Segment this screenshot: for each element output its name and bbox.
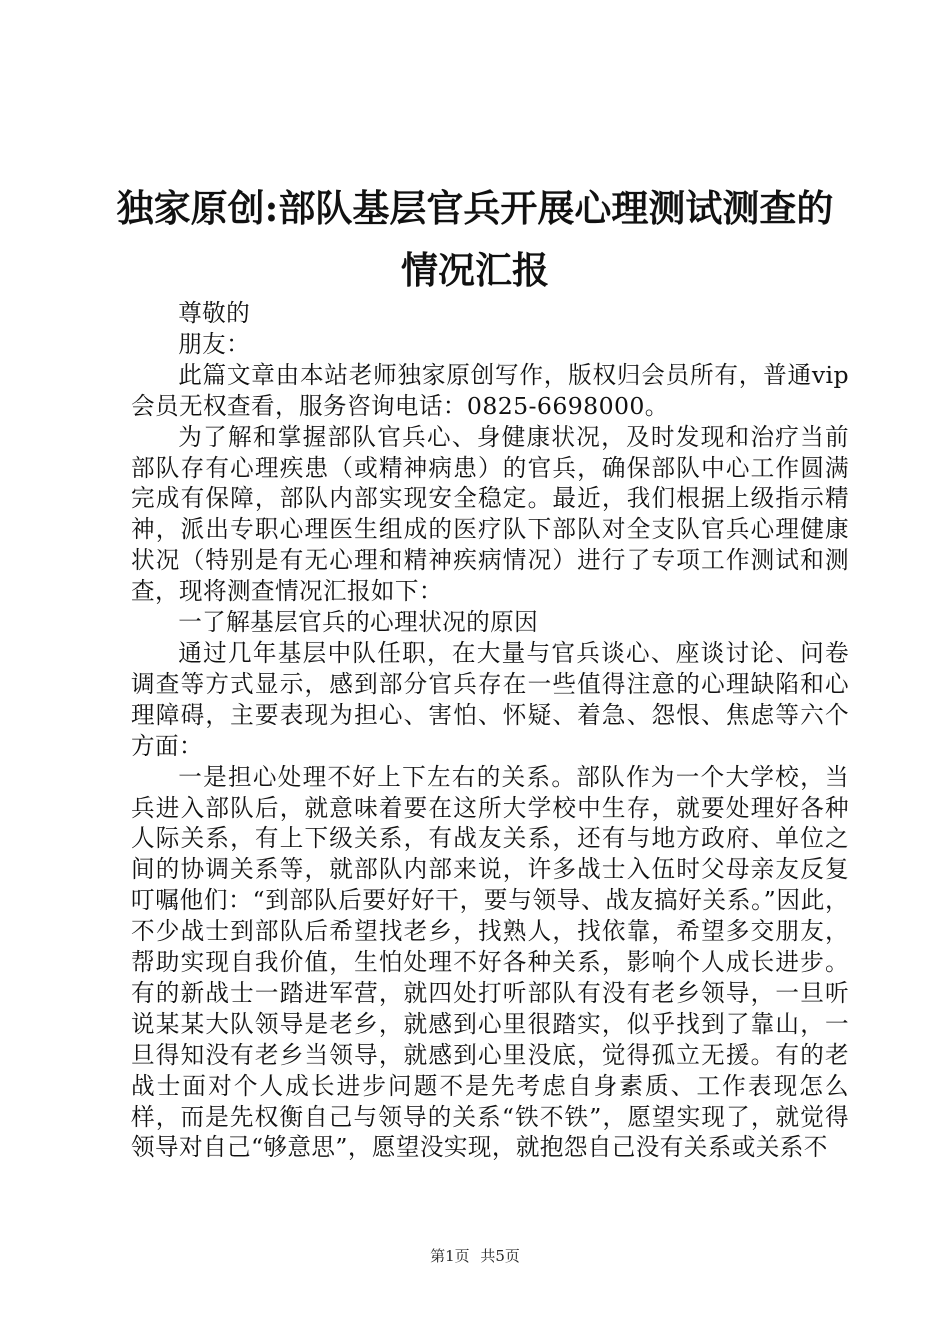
paragraph-salutation-2: 朋友： <box>178 329 251 358</box>
document-body <box>131 298 849 1163</box>
paragraph-notice: 此篇文章由本站老师独家原创写作，版权归会员所有，普通vip会员无权查看，服务咨询电话：0825-6698000。 <box>131 360 849 420</box>
document-title-line-2: 情况汇报 <box>401 248 549 292</box>
paragraph-overview: 通过几年基层中队任职，在大量与官兵谈心、座谈讨论、问卷调查等方式显示，感到部分官兵存在一些值得注意的心理缺陷和心理障碍，主要表现为担心、害怕、怀疑、着急、怨恨、焦虑等六个方面： <box>131 638 849 760</box>
page-footer <box>0 1246 950 1266</box>
document-title-line-1: 独家原创:部队基层官兵开展心理测试测查的 <box>116 186 834 230</box>
section-heading: 一了解基层官兵的心理状况的原因 <box>178 608 539 637</box>
paragraph-salutation: 尊敬的 <box>178 299 251 327</box>
page-total: 共5页 <box>480 1247 520 1265</box>
paragraph-point-one: 一是担心处理不好上下左右的关系。部队作为一个大学校，当兵进入部队后，就意味着要在这所大学校中生存，就要处理好各种人际关系，有上下级关系，有战友关系，还有与地方政府、单位之间的协调关系等，就部队内部来说，许多战士入伍时父母亲友反复叮嘱他们：“到部队后要好好干，要与领导、战友搞好关系。”因此，不少战士到部队后希望找老乡，找熟人，找依靠，希望多交朋友，帮助实现自我价值，生怕处理不好各种关系，影响个人成长进步。有的新战士一踏进军营，就四处打听部队有没有老乡领导，一旦听说某某大队领导是老乡，就感到心里很踏实，似乎找到了靠山，一旦得知没有老乡当领导，就感到心里没底，觉得孤立无援。有的老战士面对个人成长进步问题不是先考虑自身素质、工作表现怎么样，而是先权衡自己与领导的关系“铁不铁”，愿望实现了，就觉得领导对自己“够意思”，愿望没实现，就抱怨自己没有关系或关系不 <box>131 762 849 1162</box>
page-number: 第1页 <box>430 1247 470 1265</box>
paragraph-intro: 为了解和掌握部队官兵心、身健康状况，及时发现和治疗当前部队存有心理疾患（或精神病患）的官兵，确保部队中心工作圆满完成有保障，部队内部实现安全稳定。最近，我们根据上级指示精神，派出专职心理医生组成的医疗队下部队对全支队官兵心理健康状况（特别是有无心理和精神疾病情况）进行了专项工作测试和测查，现将测查情况汇报如下： <box>131 422 849 606</box>
